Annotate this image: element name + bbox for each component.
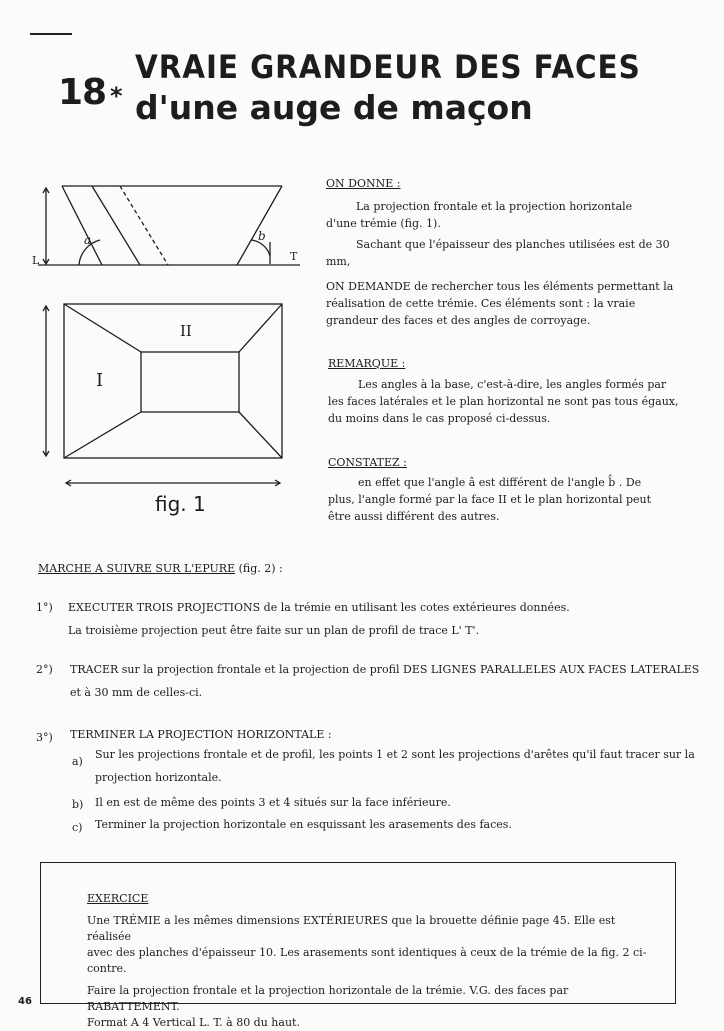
step-2-text: TRACER sur la projection frontale et la projection de profil DES LIGNES PARALLELES AUX FACES LATERALES et à 30 mm de celles-ci. <box>70 663 700 699</box>
step-1-number: 1°) <box>36 601 53 614</box>
step-3-number: 3°) <box>36 731 53 744</box>
label-angle-b: b <box>258 229 266 243</box>
step-3c-letter: c) <box>72 821 83 834</box>
step-3a-text: Sur les projections frontale et de profil, les points 1 et 2 sont les projections d'arêtes qu'il faut tracer sur la projection horizontale. <box>95 748 695 784</box>
label-l: L <box>32 254 40 267</box>
on-donne-text: La projection frontale et la projection horizontale d'une trémie (fig. 1). Sachant que l'épaisseur des planches utilisées est de 30 mm, <box>326 200 670 268</box>
horizontal-projection <box>43 304 282 486</box>
exercise-line-4: Format A 4 Vertical L. T. à 80 du haut. <box>87 1016 300 1029</box>
margin-rule <box>30 33 72 35</box>
step-1-text: EXECUTER TROIS PROJECTIONS de la trémie en utilisant les cotes extérieures données. La troisième projection peut être faite sur un plan de profil de trace L' T'. <box>68 601 570 637</box>
on-donne-heading: ON DONNE : <box>326 177 401 190</box>
remarque-text: Les angles à la base, c'est-à-dire, les angles formés par les faces latérales et le plan horizontal ne sont pas tous égaux, du moins dans le cas proposé ci-dessus. <box>328 378 679 425</box>
exercise-line-3: Faire la projection frontale et la projection horizontale de la trémie. V.G. des faces par RABATTEMENT. <box>87 984 569 1013</box>
star-icon: * <box>110 82 123 110</box>
frontal-projection <box>38 186 300 265</box>
step-2-number: 2°) <box>36 663 53 676</box>
step-3b-letter: b) <box>72 798 84 811</box>
exercise-box <box>40 862 676 1029</box>
step-3b-text: Il en est de même des points 3 et 4 situés sur la face inférieure. <box>95 796 451 809</box>
step-3-text: TERMINER LA PROJECTION HORIZONTALE : <box>70 728 332 741</box>
exercise-line-2: avec des planches d'épaisseur 10. Les arasements sont identiques à ceux de la trémie de la fig. 2 ci-contre. <box>87 946 647 975</box>
figure-caption: fig. 1 <box>155 492 206 516</box>
remarque-heading: REMARQUE : <box>328 357 406 370</box>
label-face-2: II <box>180 322 192 340</box>
exercise-line-1: Une TRÉMIE a les mêmes dimensions EXTÉRIEURES que la brouette définie page 45. Elle est réalisée <box>87 914 616 943</box>
label-angle-a: a <box>84 233 92 247</box>
page-title: VRAIE GRANDEUR DES FACES <box>135 48 641 86</box>
sheet-number: 18 <box>58 72 107 113</box>
marche-heading: MARCHE A SUIVRE SUR L'EPURE (fig. 2) : <box>38 562 283 575</box>
step-3c-text: Terminer la projection horizontale en esquissant les arasements des faces. <box>95 818 512 831</box>
constatez-text: en effet que l'angle â est différent de l'angle b̂ . De plus, l'angle formé par la face II et le plan horizontal peut être aussi différent des autres. <box>328 476 652 523</box>
page-number: 46 <box>18 996 32 1007</box>
label-t: T <box>290 250 298 263</box>
exercise-heading: EXERCICE <box>87 892 149 905</box>
figure-trough <box>30 178 300 518</box>
step-3a-letter: a) <box>72 755 83 768</box>
label-face-1: I <box>96 370 104 391</box>
on-demande-text: ON DEMANDE de rechercher tous les éléments permettant la réalisation de cette trémie. Ces éléments sont : la vraie grandeur des faces et des angles de corroyage. <box>326 280 674 327</box>
constatez-heading: CONSTATEZ : <box>328 456 407 469</box>
page-subtitle: d'une auge de maçon <box>135 88 533 127</box>
